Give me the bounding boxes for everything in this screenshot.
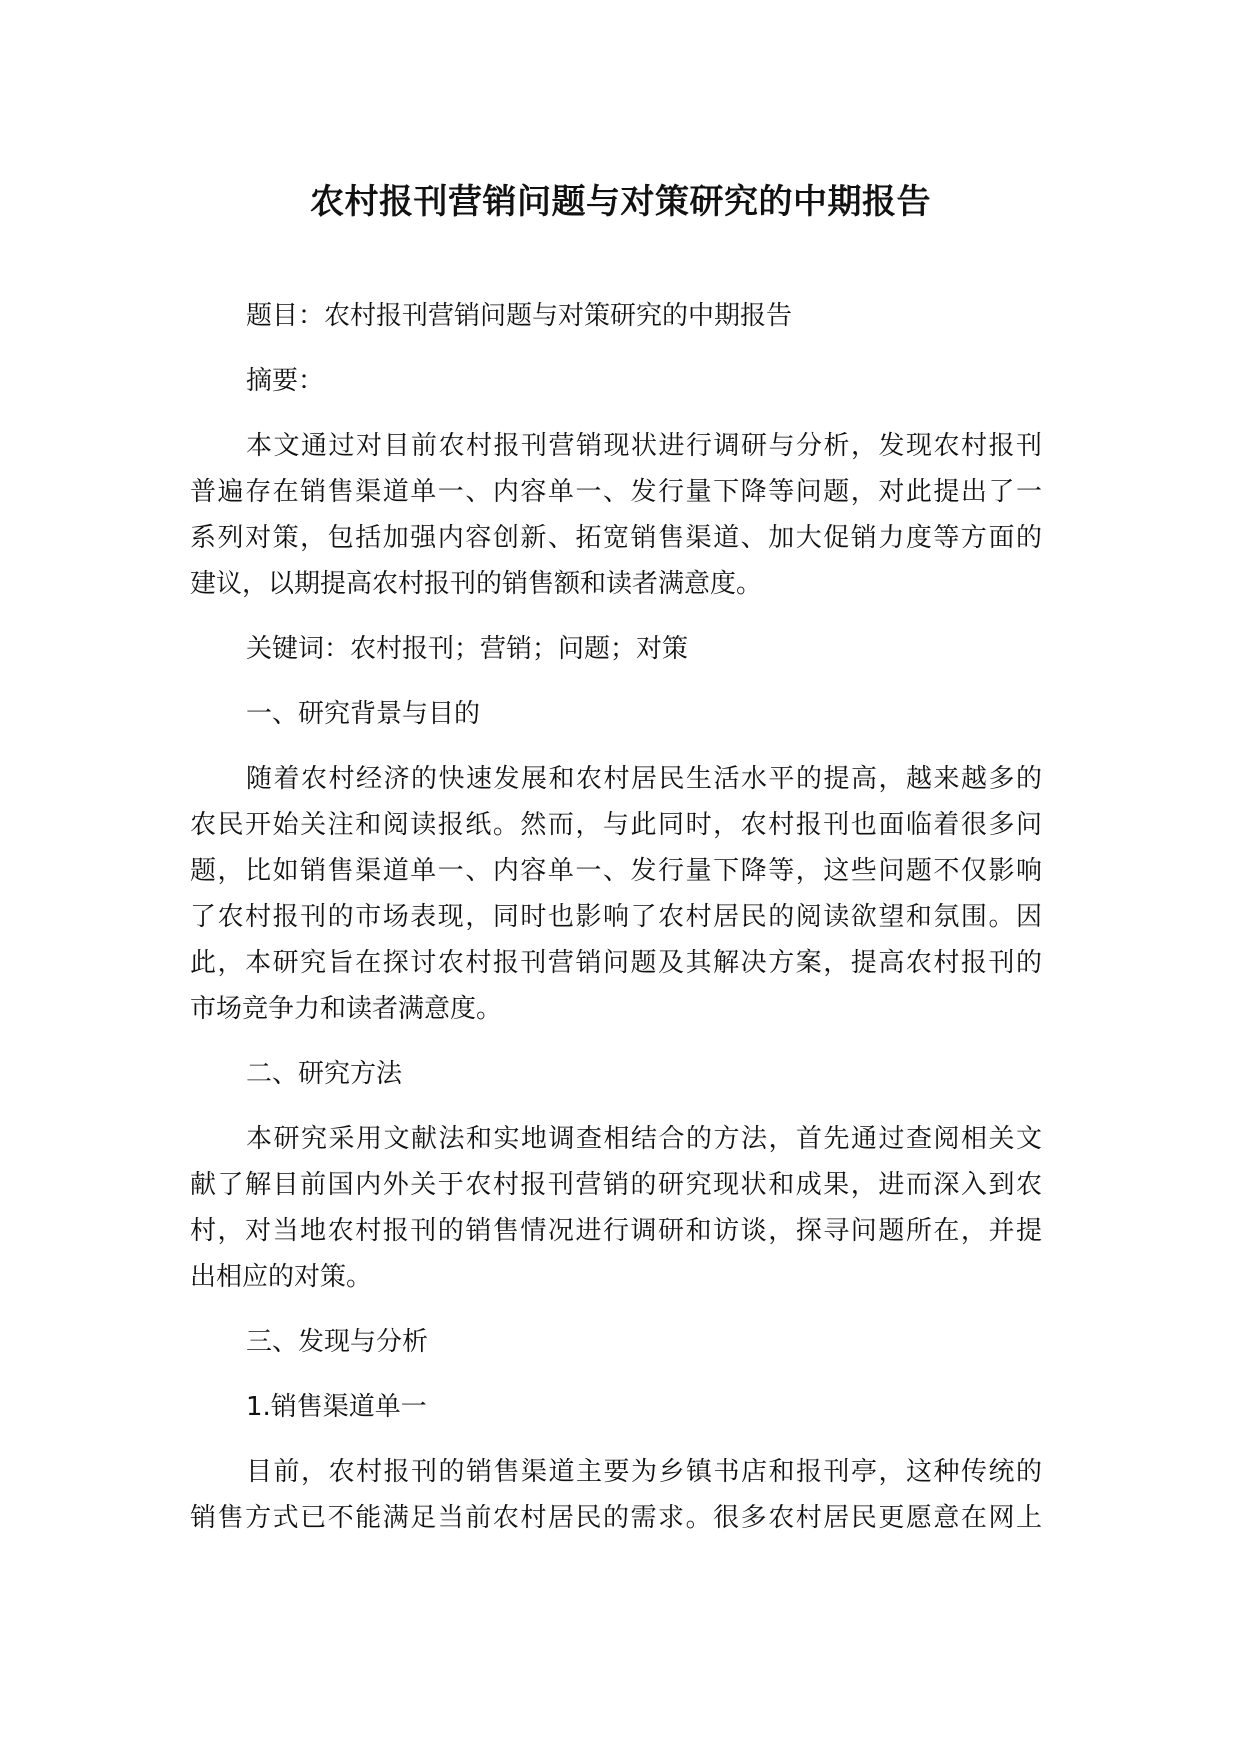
section-heading-background: 一、研究背景与目的	[246, 699, 481, 729]
channels-line: 目前，农村报刊的销售渠道主要为乡镇书店和报刊亭，这种传统的	[246, 1457, 1042, 1487]
paragraph-gap	[190, 607, 1042, 626]
paragraph-gap	[190, 672, 1042, 691]
paragraph-gap	[190, 1032, 1042, 1051]
background-line: 农民开始关注和阅读报纸。然而，与此同时，农村报刊也面临着很多问	[190, 810, 1042, 840]
keywords-line: 关键词：农村报刊；营销；问题；对策	[246, 634, 689, 664]
background-line: 了农村报刊的市场表现，同时也影响了农村居民的阅读欲望和氛围。因	[190, 902, 1042, 932]
abstract-line: 建议，以期提高农村报刊的销售额和读者满意度。	[190, 569, 763, 599]
abstract-heading: 摘要：	[246, 366, 325, 396]
subsection-heading-channels: 1.销售渠道单一	[246, 1392, 427, 1422]
paragraph-gap	[190, 339, 1042, 358]
section-heading-findings: 三、发现与分析	[246, 1327, 429, 1357]
background-paragraph	[190, 756, 1042, 1032]
methods-line: 村，对当地农村报刊的销售情况进行调研和访谈，探寻问题所在，并提	[190, 1216, 1042, 1246]
abstract-paragraph	[190, 423, 1042, 607]
topic-line: 题目：农村报刊营销问题与对策研究的中期报告	[246, 301, 793, 331]
abstract-line: 普遍存在销售渠道单一、内容单一、发行量下降等问题，对此提出了一	[190, 477, 1042, 507]
methods-line: 本研究采用文献法和实地调查相结合的方法，首先通过查阅相关文	[246, 1124, 1042, 1154]
section-heading-methods: 二、研究方法	[246, 1059, 403, 1089]
abstract-line: 系列对策，包括加强内容创新、拓宽销售渠道、加大促销力度等方面的	[190, 523, 1042, 553]
paragraph-gap	[190, 1300, 1042, 1319]
background-line: 此，本研究旨在探讨农村报刊营销问题及其解决方案，提高农村报刊的	[190, 948, 1042, 978]
document-body	[190, 293, 1042, 1541]
channels-line: 销售方式已不能满足当前农村居民的需求。很多农村居民更愿意在网上	[190, 1503, 1042, 1533]
paragraph-gap	[190, 1097, 1042, 1116]
paragraph-gap	[190, 404, 1042, 423]
methods-line: 出相应的对策。	[190, 1262, 373, 1292]
paragraph-gap	[190, 737, 1042, 756]
background-line: 市场竞争力和读者满意度。	[190, 994, 503, 1024]
abstract-line: 本文通过对目前农村报刊营销现状进行调研与分析，发现农村报刊	[246, 431, 1042, 461]
document-title: 农村报刊营销问题与对策研究的中期报告	[310, 182, 931, 222]
paragraph-gap	[190, 1430, 1042, 1449]
paragraph-gap	[190, 1365, 1042, 1384]
channels-paragraph	[190, 1449, 1042, 1541]
methods-paragraph	[190, 1116, 1042, 1300]
background-line: 随着农村经济的快速发展和农村居民生活水平的提高，越来越多的	[246, 764, 1042, 794]
methods-line: 献了解目前国内外关于农村报刊营销的研究现状和成果，进而深入到农	[190, 1170, 1042, 1200]
background-line: 题，比如销售渠道单一、内容单一、发行量下降等，这些问题不仅影响	[190, 856, 1042, 886]
